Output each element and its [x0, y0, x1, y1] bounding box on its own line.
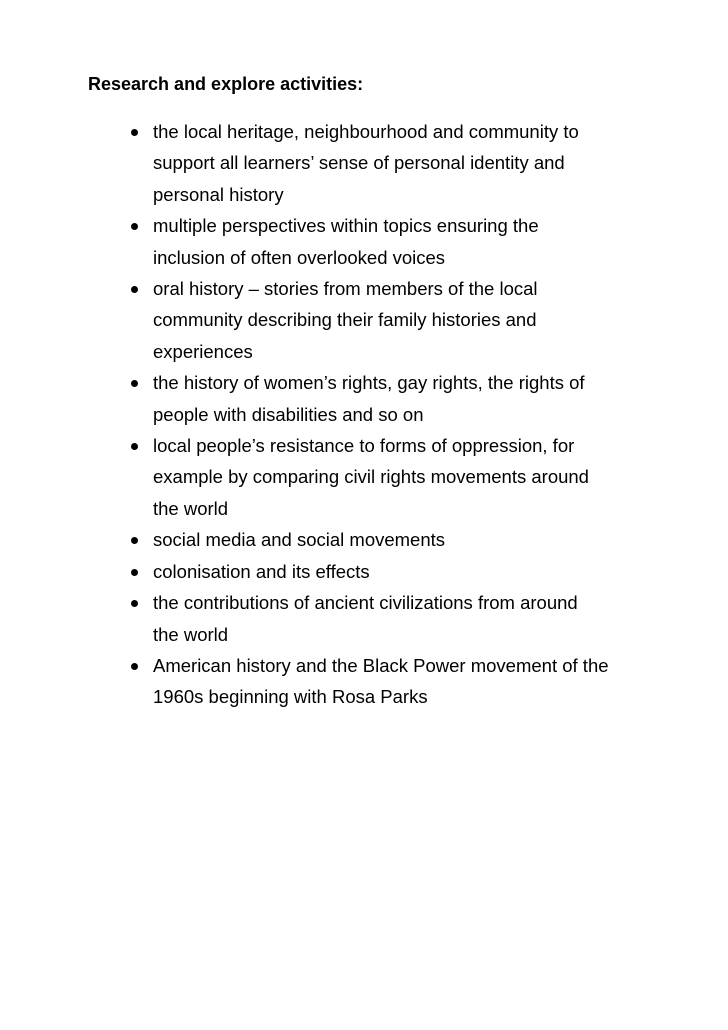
- list-item-text: the history of women’s rights, gay rights, the rights of people with disabilities and so on: [153, 372, 585, 425]
- list-item: [0, 273, 728, 367]
- list-item-text: oral history – stories from members of the local community describing their family histories and experiences: [153, 278, 538, 362]
- bullet-icon: [131, 129, 138, 136]
- list-item-text: multiple perspectives within topics ensuring the inclusion of often overlooked voices: [153, 215, 539, 268]
- list-item: [0, 367, 728, 430]
- bullet-icon: [131, 600, 138, 607]
- activities-list: [0, 116, 728, 713]
- list-item: [0, 116, 728, 210]
- bullet-icon: [131, 380, 138, 387]
- bullet-icon: [131, 286, 138, 293]
- bullet-icon: [131, 569, 138, 576]
- list-item: [0, 587, 728, 650]
- list-item-text: social media and social movements: [153, 529, 446, 551]
- list-item-text: local people’s resistance to forms of oppression, for example by comparing civil rights movements around the world: [153, 435, 589, 519]
- list-item: [0, 430, 728, 524]
- list-item: [0, 650, 728, 713]
- list-item: [0, 556, 728, 587]
- bullet-icon: [131, 443, 138, 450]
- list-item-text: American history and the Black Power movement of the 1960s beginning with Rosa Parks: [153, 654, 609, 708]
- list-item: [0, 210, 728, 273]
- list-item-text: the local heritage, neighbourhood and community to support all learners’ sense of personal identity and personal history: [153, 121, 579, 205]
- list-item-text: the contributions of ancient civilizations from around the world: [153, 592, 578, 645]
- list-item: [0, 524, 728, 555]
- list-item-text: colonisation and its effects: [153, 560, 370, 582]
- bullet-icon: [131, 663, 138, 670]
- bullet-icon: [131, 223, 138, 230]
- bullet-icon: [131, 537, 138, 544]
- section-heading: Research and explore activities:: [88, 74, 364, 94]
